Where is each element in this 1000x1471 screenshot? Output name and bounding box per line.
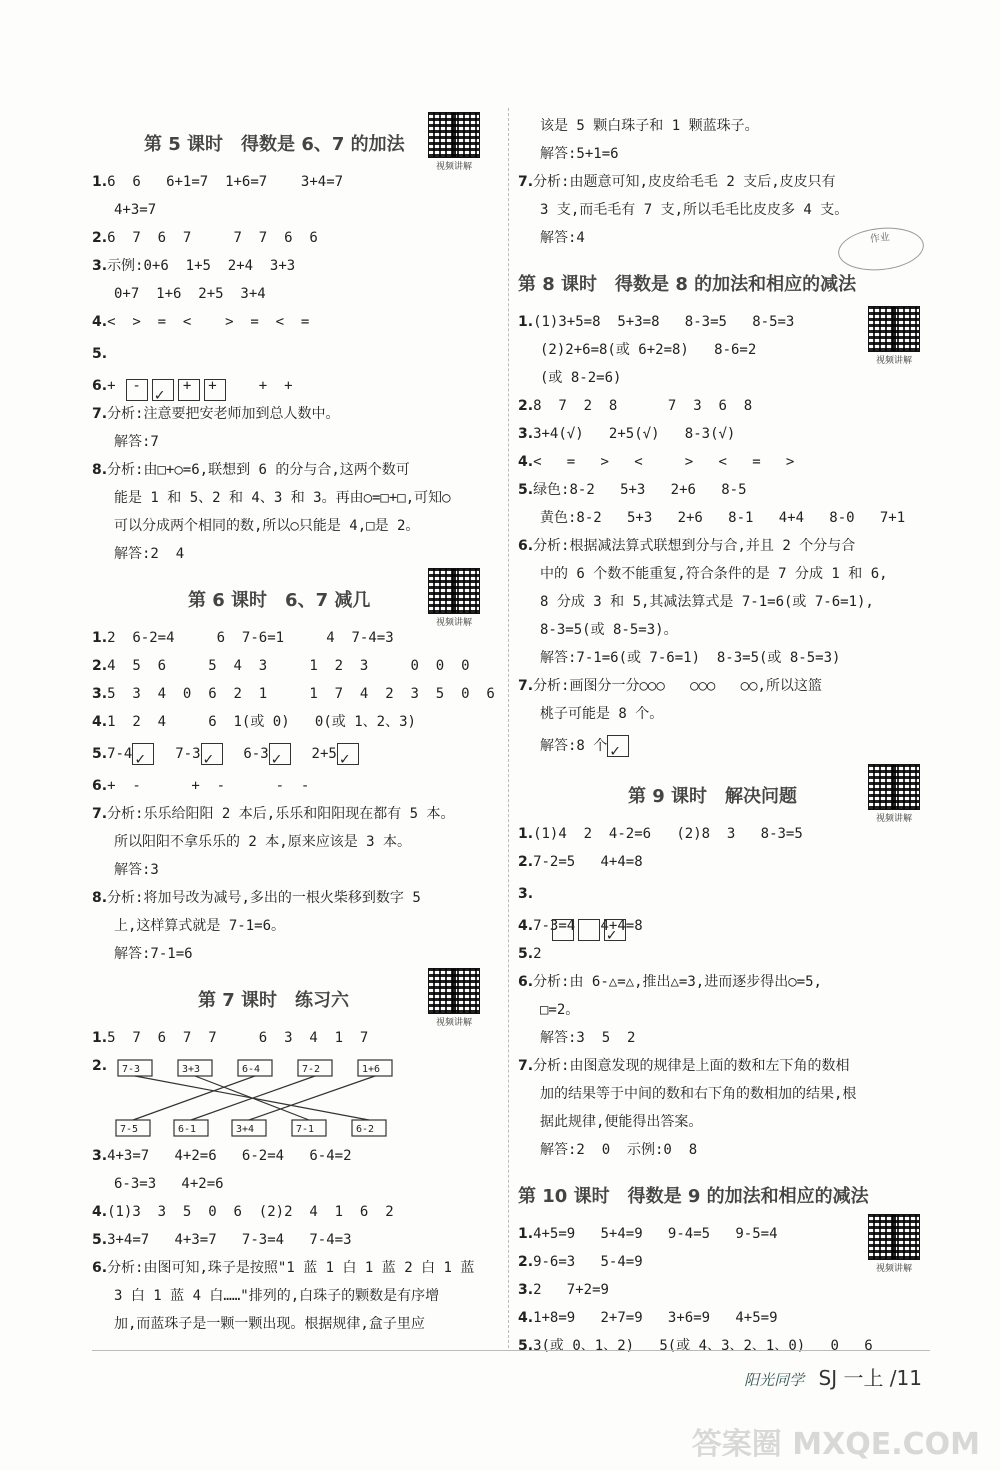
answer-line: 解答:2 4 [114,546,185,562]
section-title: 第 7 课时 练习六 [198,990,350,1011]
answer-line: 解答:7 [114,434,159,450]
answer-line: 黄色:8-2 5+3 2+6 8-1 4+4 8-0 7+1 [540,510,906,526]
answer-box [126,379,148,401]
answer-line: 4.1+8=9 2+7=9 3+6=9 4+5=9 [518,1310,778,1326]
answer-line: 桃子可能是 8 个。 [540,706,664,722]
answer-line: 解答:3 [114,862,159,878]
answer-line: 1.(1)3+5=8 5+3=8 8-3=5 8-5=3 [518,314,795,330]
right-column [518,112,938,1360]
brand-logo: 阳光同学 [744,1371,805,1389]
answer-line: 3 支,而毛毛有 7 支,所以毛毛比皮皮多 4 支。 [540,202,849,218]
answer-line: 2.9-6=3 5-4=9 [518,1254,643,1270]
section-title: 第 5 课时 得数是 6、7 的加法 [144,134,405,155]
answer-line: 3.3+4(√) 2+5(√) 8-3(√) [518,426,736,442]
top-card-label: 1+6 [362,1064,381,1075]
watermark: 答案圈 MXQE.COM [691,1427,980,1462]
answer-line: 3.2 7+2=9 [518,1282,609,1298]
answer-line: 3.5 3 4 0 6 2 1 1 7 4 2 3 5 0 6 [92,686,495,702]
answer-line: 解答:3 5 2 [540,1030,636,1046]
answer-line: 7.分析:乐乐给阳阳 2 本后,乐乐和阳阳现在都有 5 本。 [92,806,455,822]
answer-line: (或 8-2=6) [540,370,622,386]
bottom-card-label: 7-5 [120,1124,139,1135]
answer-line: 0+7 1+6 2+5 3+4 [114,286,266,302]
check-box-icon [269,743,291,765]
homework-stamp: 作业 [836,224,926,275]
qr-code-icon[interactable]: 视频讲解 [868,1214,920,1270]
answer-line: 解答:4 [540,230,585,246]
section-title: 第 10 课时 得数是 9 的加法和相应的减法 [518,1186,869,1207]
check-box-icon [607,735,629,757]
answer-line: (2)2+6=8(或 6+2=8) 8-6=2 [540,342,757,358]
answer-line: 3 白 1 蓝 4 白……"排列的,白珠子的颗数是有序增 [114,1288,440,1304]
answer-line: 1.6 6 6+1=7 1+6=7 3+4=7 [92,174,344,190]
answer-line: 加,而蓝珠子是一颗一颗出现。根据规律,盒子里应 [114,1316,425,1332]
qr-code-icon[interactable]: 视频讲解 [428,112,480,168]
answer-line: 6.分析:由图可知,珠子是按照"1 蓝 1 白 1 蓝 2 白 1 蓝 [92,1260,475,1276]
qr-code-icon[interactable]: 视频讲解 [868,306,920,362]
answer-line: 4+3=7 [114,202,157,218]
answer-line: 能是 1 和 5、2 和 4、3 和 3。再由○=□+□,可知○ [114,490,451,506]
page-footer [744,1362,922,1391]
section-6-header [92,568,502,628]
answer-line: 1.(1)4 2 4-2=6 (2)8 3 8-3=5 [518,826,803,842]
answer-line: 5.7-4 ✓ 7-3 ✓ 6-3 ✓ 2+5 ✓ [92,736,502,772]
answer-line: 2.4 5 6 5 4 3 1 2 3 0 0 0 [92,658,470,674]
matching-diagram: 2. 7-3 3+3 6-4 7-2 1+6 7-5 6-1 3+4 7-1 6-2 [92,1052,502,1142]
section-title: 第 9 课时 解决问题 [628,786,798,807]
answer-line: 据此规律,便能得出答案。 [540,1114,703,1130]
top-card-label: 7-3 [122,1064,141,1075]
answer-line: 4.< = > < > < = > [518,454,795,470]
answer-line: 4.1 2 4 6 1(或 0) 0(或 1、2、3) [92,714,416,730]
top-card-label: 3+3 [182,1064,201,1075]
answer-box [178,379,200,401]
footer-rule [92,1350,930,1351]
answer-line: 解答:8 个 ✓ [518,728,938,764]
answer-line: 8-3=5(或 8-5=3)。 [540,622,678,638]
answer-line: 解答:2 0 示例:0 8 [540,1142,698,1158]
answer-line: 解答:7-1=6(或 7-6=1) 8-3=5(或 8-5=3) [540,650,841,666]
bottom-card-label: 6-1 [178,1124,197,1135]
answer-line: 5. ✓ [92,336,502,372]
column-divider [508,108,509,1348]
page-number: SJ 一上 /11 [818,1366,922,1390]
answer-line: 中的 6 个数不能重复,符合条件的是 7 分成 1 和 6, [540,566,888,582]
section-title: 第 8 课时 得数是 8 的加法和相应的减法 [518,274,857,295]
answer-line: 上,这样算式就是 7-1=6。 [114,918,286,934]
check-box-icon [337,743,359,765]
answer-box [552,919,574,941]
answer-line: 5.3+4=7 4+3=7 7-3=4 7-4=3 [92,1232,352,1248]
check-box-icon [201,743,223,765]
answer-line: □=2。 [540,1002,580,1018]
bottom-card-label: 7-1 [296,1124,315,1135]
answer-line: 5.3(或 0、1、2) 5(或 4、3、2、1、0) 0 6 [518,1338,873,1354]
top-card-label: 6-4 [242,1064,261,1075]
answer-line: 3. ✓ [518,876,938,912]
section-10-header [518,1164,938,1220]
matching-svg [106,1054,406,1142]
match-line [249,1076,375,1120]
answer-line: 1.2 6-2=4 6 7-6=1 4 7-4=3 [92,630,394,646]
match-line [133,1076,255,1120]
answer-line: 2.6 7 6 7 7 7 6 6 [92,230,318,246]
answer-line: 4.< > = < > = < = [92,314,310,330]
answer-line: 3.示例:0+6 1+5 2+4 3+3 [92,258,296,274]
answer-line: 7.分析:画图分一分○○○ ○○○ ○○,所以这篮 [518,678,822,694]
answer-line: 1.5 7 6 7 7 6 3 4 1 7 [92,1030,369,1046]
answer-line: 8.分析:将加号改为减号,多出的一根火柴移到数字 5 [92,890,421,906]
answer-line: 3.4+3=7 4+2=6 6-2=4 6-4=2 [92,1148,352,1164]
answer-line: 4.7-3=4 4+4=8 [518,918,643,934]
answer-line: 1.4+5=9 5+4=9 9-4=5 9-5=4 [518,1226,778,1242]
qr-code-icon[interactable]: 视频讲解 [428,968,480,1024]
answer-line: 7.分析:由图意发现的规律是上面的数和左下角的数相 [518,1058,850,1074]
answer-line: 解答:7-1=6 [114,946,193,962]
answer-line: 6-3=3 4+2=6 [114,1176,224,1192]
match-line [191,1076,315,1120]
answer-line: 所以阳阳不拿乐乐的 2 本,原来应该是 3 本。 [114,834,411,850]
qr-code-icon[interactable]: 视频讲解 [428,568,480,624]
answer-line: 4.(1)3 3 5 0 6 (2)2 4 1 6 2 [92,1204,394,1220]
answer-line: 6.分析:由 6-△=△,推出△=3,进而逐步得出○=5, [518,974,822,990]
left-column [92,112,502,1338]
answer-line: 8 分成 3 和 5,其减法算式是 7-1=6(或 7-6=1), [540,594,874,610]
answer-line: 该是 5 颗白珠子和 1 颗蓝珠子。 [540,118,759,134]
answer-line: 2.8 7 2 8 7 3 6 8 [518,398,753,414]
answer-line: 加的结果等于中间的数和右下角的数相加的结果,根 [540,1086,857,1102]
answer-line: 可以分成两个相同的数,所以○只能是 4,□是 2。 [114,518,420,534]
section-9-header [518,764,938,824]
answer-line: 7.分析:由题意可知,皮皮给毛毛 2 支后,皮皮只有 [518,174,836,190]
bottom-card-label: 3+4 [236,1124,255,1135]
answer-line: 6.分析:根据减法算式联想到分与合,并且 2 个分与合 [518,538,856,554]
check-box-icon [132,743,154,765]
answer-box [204,379,226,401]
check-box-icon [604,919,626,941]
check-box-icon [152,379,174,401]
section-title: 第 6 课时 6、7 减几 [188,590,371,611]
section-5-header [92,112,502,172]
section-7-header [92,968,502,1028]
answer-line: 6.+ - + + + + [92,378,293,394]
answer-line: 解答:5+1=6 [540,146,619,162]
answer-line: 5.绿色:8-2 5+3 2+6 8-5 [518,482,747,498]
top-card-label: 7-2 [302,1064,321,1075]
answer-box [578,919,600,941]
bottom-card-label: 6-2 [356,1124,375,1135]
answer-line: 6.+ - + - - - [92,778,310,794]
answer-line: 5.2 [518,946,542,962]
answer-line: 8.分析:由□+○=6,联想到 6 的分与合,这两个数可 [92,462,410,478]
answer-line: 7.分析:注意要把安老师加到总人数中。 [92,406,340,422]
answer-line: 2.7-2=5 4+4=8 [518,854,643,870]
qr-code-icon[interactable]: 视频讲解 [868,764,920,820]
